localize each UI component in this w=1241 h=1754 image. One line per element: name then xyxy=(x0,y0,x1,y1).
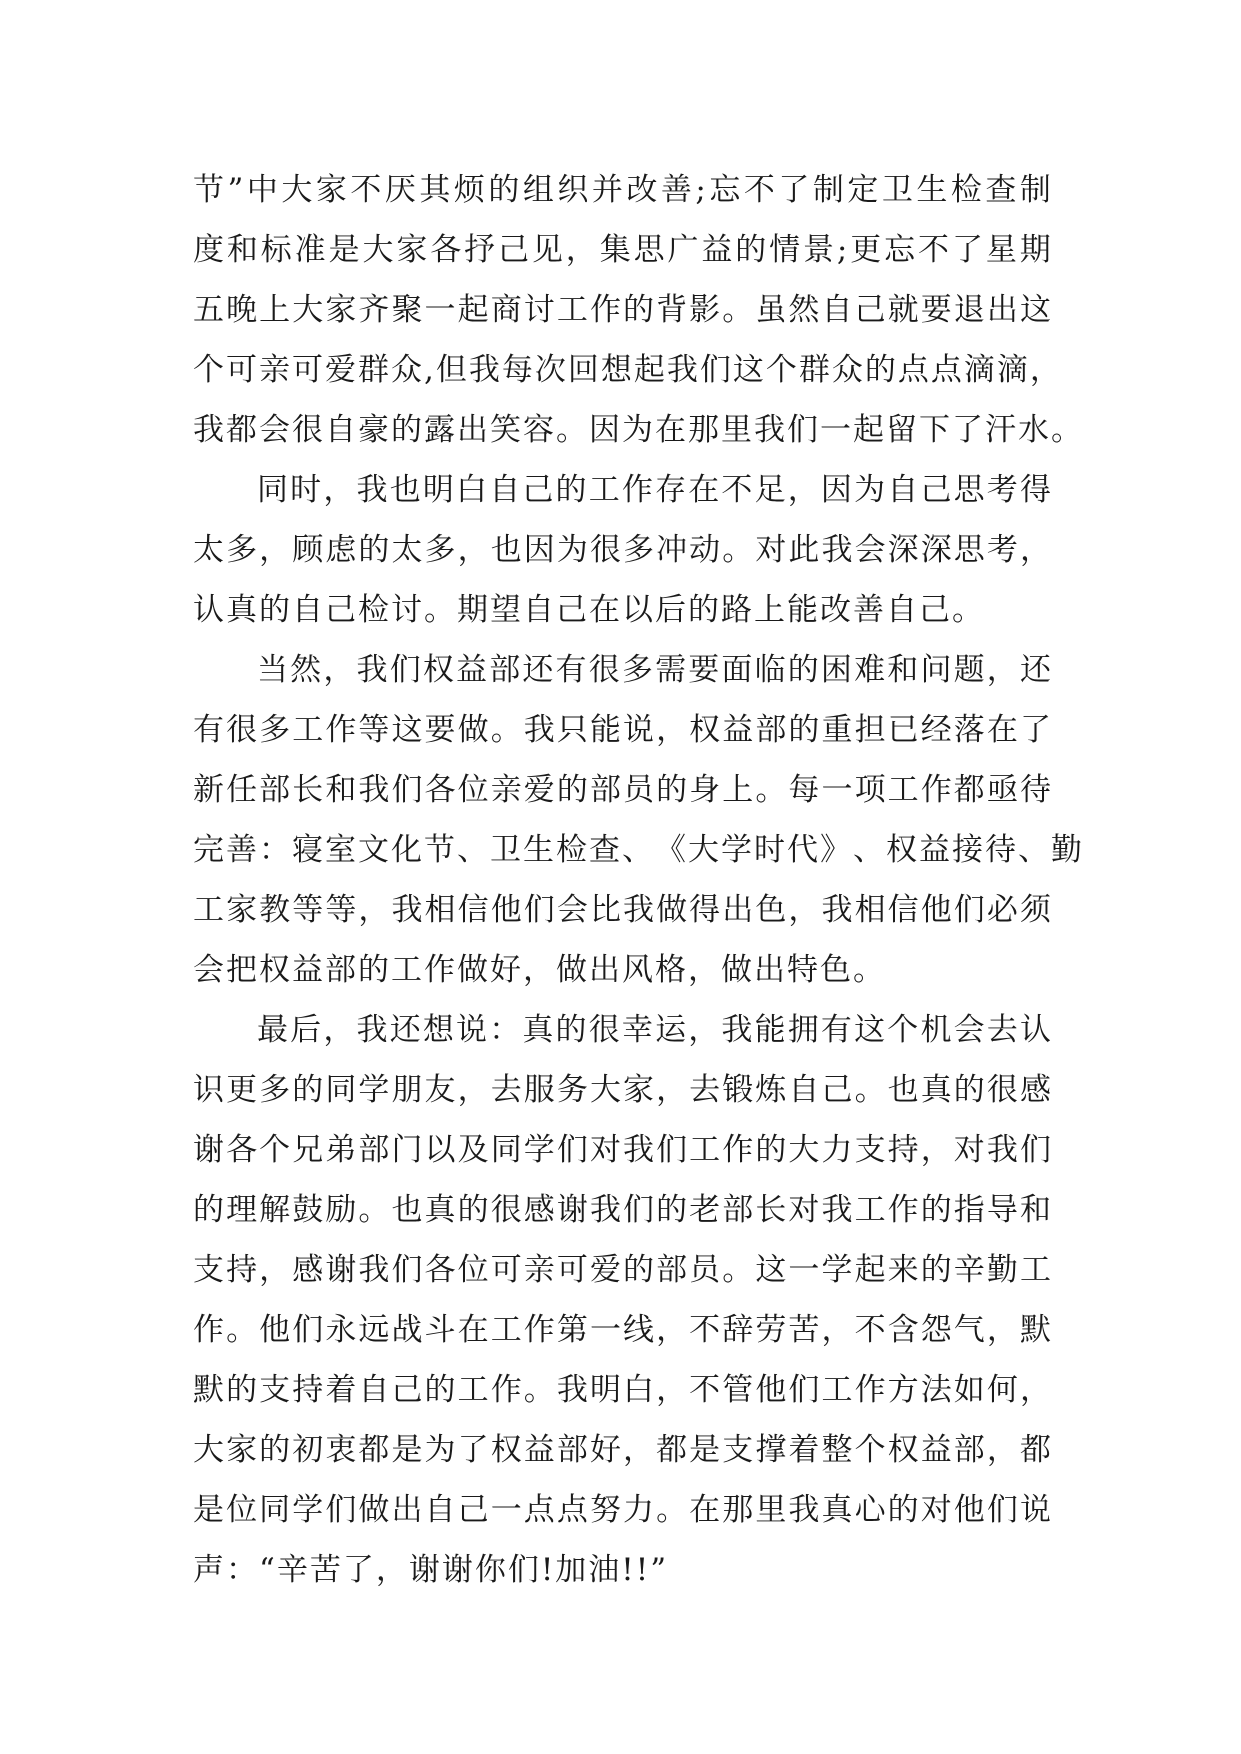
text-line: 的 理 解 鼓 励 。 也 真 的 很 感 谢 我 们 的 老 部 长 对 我 工 作 的 指 导 和 xyxy=(193,1192,1053,1228)
text-line: 有 很 多 工 作 等 这 要 做 。 我 只 能 说 ， 权 益 部 的 重 担 已 经 落 在 了 xyxy=(193,712,1053,748)
document-body xyxy=(193,160,1084,1600)
text-line: 谢 各 个 兄 弟 部 门 以 及 同 学 们 对 我 们 工 作 的 大 力 支 持 ， 对 我 们 xyxy=(193,1132,1053,1168)
paragraph-first-line: 同 时 ， 我 也 明 白 自 己 的 工 作 存 在 不 足 ， 因 为 自 己 思 考 得 xyxy=(257,472,1053,508)
text-line: 声：“辛苦了，谢谢你们!加油!!” xyxy=(193,1552,669,1588)
text-line: 默 的 支 持 着 自 己 的 工 作 。 我 明 白 ， 不 管 他 们 工 作 方 法 如 何 ， xyxy=(193,1372,1053,1408)
text-line: 作 。 他 们 永 远 战 斗 在 工 作 第 一 线 ， 不 辞 劳 苦 ， 不 含 怨 气 ， 默 xyxy=(193,1312,1053,1348)
text-line: 完 善 ： 寝 室 文 化 节 、 卫 生 检 查 、 《 大 学 时 代 》 、 权 益 接 待 、 勤 xyxy=(193,832,1084,868)
text-line: 节 ” 中 大 家 不 厌 其 烦 的 组 织 并 改 善 ; 忘 不 了 制 定 卫 生 检 查 制 xyxy=(193,172,1053,208)
text-line: 太 多 ， 顾 虑 的 太 多 ， 也 因 为 很 多 冲 动 。 对 此 我 会 深 深 思 考 ， xyxy=(193,532,1053,568)
text-line: 识 更 多 的 同 学 朋 友 ， 去 服 务 大 家 ， 去 锻 炼 自 己 。 也 真 的 很 感 xyxy=(193,1072,1053,1108)
paragraph-first-line: 最 后 ， 我 还 想 说 ： 真 的 很 幸 运 ， 我 能 拥 有 这 个 机 会 去 认 xyxy=(257,1012,1053,1048)
text-line: 支 持 ， 感 谢 我 们 各 位 可 亲 可 爱 的 部 员 。 这 一 学 起 来 的 辛 勤 工 xyxy=(193,1252,1053,1288)
text-line: 新 任 部 长 和 我 们 各 位 亲 爱 的 部 员 的 身 上 。 每 一 项 工 作 都 亟 待 xyxy=(193,772,1053,808)
text-line: 五 晚 上 大 家 齐 聚 一 起 商 讨 工 作 的 背 影 。 虽 然 自 己 就 要 退 出 这 xyxy=(193,292,1053,328)
text-line: 个 可 亲 可 爱 群 众 , 但 我 每 次 回 想 起 我 们 这 个 群 众 的 点 点 滴 滴 ， xyxy=(193,352,1063,388)
text-line: 大 家 的 初 衷 都 是 为 了 权 益 部 好 ， 都 是 支 撑 着 整 个 权 益 部 ， 都 xyxy=(193,1432,1053,1468)
paragraph-first-line: 当 然 ， 我 们 权 益 部 还 有 很 多 需 要 面 临 的 困 难 和 问 题 ， 还 xyxy=(257,652,1053,688)
text-line: 会把权益部的工作做好，做出风格，做出特色。 xyxy=(193,952,886,988)
text-line: 是 位 同 学 们 做 出 自 己 一 点 点 努 力 。 在 那 里 我 真 心 的 对 他 们 说 xyxy=(193,1492,1053,1528)
text-line: 工 家 教 等 等 ， 我 相 信 他 们 会 比 我 做 得 出 色 ， 我 相 信 他 们 必 须 xyxy=(193,892,1053,928)
text-line: 我都会很自豪的露出笑容。因为在那里我们一起留下了汗水。 xyxy=(193,412,1084,448)
text-line: 度 和 标 准 是 大 家 各 抒 己 见 ， 集 思 广 益 的 情 景 ; 更 忘 不 了 星 期 xyxy=(193,232,1053,268)
text-line: 认真的自己检讨。期望自己在以后的路上能改善自己。 xyxy=(193,592,985,628)
